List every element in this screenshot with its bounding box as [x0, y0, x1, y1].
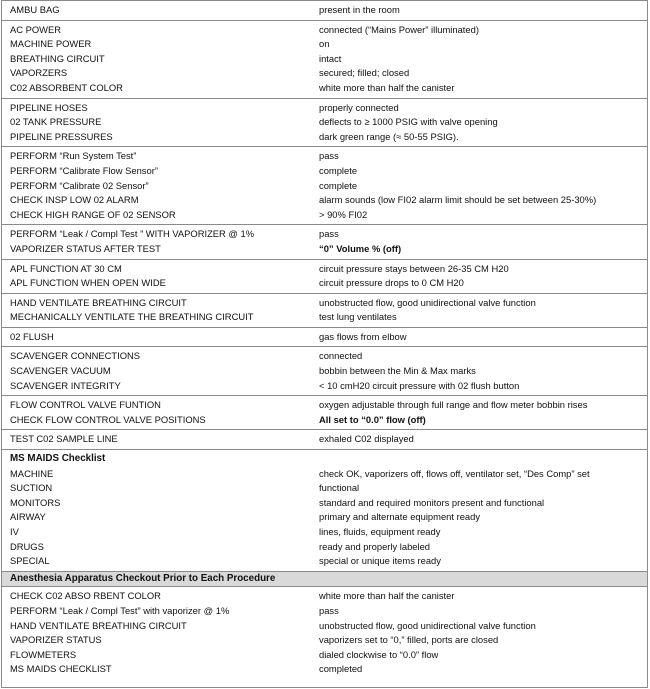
item-expected: white more than half the canister — [319, 81, 455, 93]
section-flow-control — [2, 396, 647, 430]
item-label: DRUGS — [10, 540, 44, 552]
item-expected: exhaled C02 displayed — [319, 433, 414, 445]
table-row — [2, 379, 647, 394]
item-label: APL FUNCTION AT 30 CM — [10, 262, 122, 274]
item-label: HAND VENTILATE BREATHING CIRCUIT — [10, 619, 187, 631]
table-row — [2, 193, 647, 208]
table-row — [2, 364, 647, 379]
item-label: SCAVENGER CONNECTIONS — [10, 350, 141, 362]
item-expected: dark green range (≈ 50-55 PSIG). — [319, 130, 459, 142]
item-label: CHECK C02 ABSO RBENT COLOR — [10, 590, 161, 602]
item-expected: vaporizers set to “0,” filled, ports are closed — [319, 634, 499, 646]
item-label: BREATHING CIRCUIT — [10, 52, 105, 64]
table-row — [2, 101, 647, 116]
section-scavenger — [2, 347, 647, 396]
item-label: CHECK INSP LOW 02 ALARM — [10, 194, 139, 206]
item-label: PERFORM “Calibrate Flow Sensor” — [10, 164, 158, 176]
table-row — [2, 619, 647, 634]
table-row — [2, 525, 647, 540]
item-expected: intact — [319, 52, 342, 64]
table-row — [2, 3, 647, 18]
table-row — [2, 604, 647, 619]
section-heading: Anesthesia Apparatus Checkout Prior to Each Procedure — [2, 572, 647, 588]
item-label: IV — [10, 526, 19, 537]
item-label: SCAVENGER VACUUM — [10, 365, 111, 377]
item-label: MECHANICALLY VENTILATE THE BREATHING CIRCUIT — [10, 311, 254, 323]
table-row — [2, 510, 647, 525]
item-expected: standard and required monitors present and functional — [319, 496, 545, 508]
item-label: PERFORM “Leak / Compl Test” with vaporizer @ 1% — [10, 604, 230, 616]
table-row — [2, 467, 647, 482]
item-label: 02 TANK PRESSURE — [10, 116, 102, 128]
item-label: HAND VENTILATE BREATHING CIRCUIT — [10, 296, 187, 308]
item-expected: > 90% FI02 — [319, 208, 368, 220]
item-label: TEST C02 SAMPLE LINE — [10, 433, 118, 445]
table-row — [2, 589, 647, 604]
section-leak-test — [2, 225, 647, 259]
table-row — [2, 648, 647, 663]
item-expected: circuit pressure drops to 0 CM H20 — [319, 277, 464, 289]
item-label: SPECIAL — [10, 555, 50, 567]
section-ventilate — [2, 294, 647, 328]
item-label: VAPORIZER STATUS — [10, 634, 102, 646]
item-expected: pass — [319, 150, 339, 162]
item-label: CHECK HIGH RANGE OF 02 SENSOR — [10, 208, 176, 220]
item-label: CHECK FLOW CONTROL VALVE POSITIONS — [10, 413, 206, 425]
item-expected: white more than half the canister — [319, 590, 455, 602]
table-row — [2, 164, 647, 179]
table-row — [2, 66, 647, 81]
table-row — [2, 276, 647, 291]
item-expected: pass — [319, 228, 339, 240]
item-label: AIRWAY — [10, 511, 46, 523]
item-expected: functional — [319, 482, 360, 494]
section-power — [2, 21, 647, 99]
item-expected: check OK, vaporizers off, flows off, ventilator set, “Des Comp” set — [319, 467, 590, 479]
item-expected: connected (“Mains Power” illuminated) — [319, 23, 479, 35]
item-label: AMBU BAG — [10, 4, 60, 15]
table-row — [2, 130, 647, 145]
table-row — [2, 481, 647, 496]
item-label: PERFORM “Leak / Compl Test ” WITH VAPORIZER @ 1% — [10, 228, 255, 240]
item-expected: complete — [319, 164, 358, 176]
item-expected: ready and properly labeled — [319, 540, 431, 552]
item-expected: test lung ventilates — [319, 311, 397, 323]
table-row — [2, 662, 647, 677]
item-expected: complete — [319, 179, 358, 191]
table-row — [2, 310, 647, 325]
section-o2-flush — [2, 328, 647, 348]
item-expected: circuit pressure stays between 26-35 CM H20 — [319, 262, 509, 274]
table-row — [2, 398, 647, 413]
table-row — [2, 633, 647, 648]
table-row — [2, 52, 647, 67]
section-heading: MS MAIDS Checklist — [10, 453, 106, 465]
item-expected: < 10 cmH20 circuit pressure with 02 flush button — [319, 379, 520, 391]
table-row — [2, 540, 647, 555]
item-expected: secured; filled; closed — [319, 67, 410, 79]
item-expected: on — [319, 38, 330, 50]
table-row — [2, 227, 647, 242]
item-label: SCAVENGER INTEGRITY — [10, 379, 121, 391]
table-row — [2, 208, 647, 223]
item-expected: bobbin between the Min & Max marks — [319, 365, 476, 377]
item-expected: completed — [319, 663, 363, 675]
item-label: APL FUNCTION WHEN OPEN WIDE — [10, 277, 166, 289]
item-expected: connected — [319, 350, 363, 362]
item-expected: present in the room — [319, 4, 400, 15]
item-expected: pass — [319, 604, 339, 616]
item-expected: properly connected — [319, 101, 399, 113]
table-row — [2, 554, 647, 569]
item-expected: primary and alternate equipment ready — [319, 511, 481, 523]
item-expected: lines, fluids, equipment ready — [319, 526, 441, 537]
table-row — [2, 262, 647, 277]
item-label: FLOW CONTROL VALVE FUNTION — [10, 399, 161, 411]
item-expected: alarm sounds (low FI02 alarm limit should be set between 25-30%) — [319, 194, 597, 206]
table-row — [2, 23, 647, 38]
section-apl — [2, 260, 647, 294]
table-row — [2, 296, 647, 311]
item-label: PIPELINE HOSES — [10, 101, 88, 113]
table-row — [2, 149, 647, 164]
item-label: AC POWER — [10, 23, 62, 35]
item-label: MS MAIDS CHECKLIST — [10, 663, 112, 675]
table-row — [2, 330, 647, 345]
item-expected: “0” Volume % (off) — [319, 242, 402, 254]
section-system-tests — [2, 147, 647, 225]
item-expected: unobstructed flow, good unidirectional valve function — [319, 296, 536, 308]
item-expected: dialed clockwise to “0.0” flow — [319, 648, 439, 660]
table-row — [2, 81, 647, 96]
item-expected: special or unique items ready — [319, 555, 441, 567]
item-expected: All set to “0.0” flow (off) — [319, 413, 426, 425]
checklist-table — [1, 0, 648, 688]
item-label: MONITORS — [10, 496, 61, 508]
item-expected: deflects to ≥ 1000 PSIG with valve opening — [319, 116, 498, 128]
item-label: PERFORM “Run System Test” — [10, 150, 137, 162]
item-label: PERFORM “Calibrate 02 Sensor” — [10, 179, 149, 191]
table-row — [2, 496, 647, 511]
item-label: VAPORZERS — [10, 67, 68, 79]
item-label: SUCTION — [10, 482, 53, 494]
table-row — [2, 179, 647, 194]
table-row — [2, 432, 647, 447]
section-apparatus-checkout — [2, 572, 647, 679]
item-label: MACHINE — [10, 467, 54, 479]
item-label: MACHINE POWER — [10, 38, 92, 50]
section-ambu — [2, 1, 647, 21]
item-label: C02 ABSORBENT COLOR — [10, 81, 123, 93]
table-row — [2, 37, 647, 52]
item-label: PIPELINE PRESSURES — [10, 130, 113, 142]
item-expected: unobstructed flow, good unidirectional valve function — [319, 619, 536, 631]
section-co2-sample — [2, 430, 647, 450]
item-expected: gas flows from elbow — [319, 330, 407, 342]
item-label: FLOWMETERS — [10, 648, 77, 660]
item-label: VAPORIZER STATUS AFTER TEST — [10, 242, 161, 254]
item-label: 02 FLUSH — [10, 330, 54, 342]
item-expected: oxygen adjustable through full range and flow meter bobbin rises — [319, 399, 588, 411]
table-row — [2, 242, 647, 257]
section-pipeline — [2, 99, 647, 148]
table-row — [2, 115, 647, 130]
section-ms-maids — [2, 450, 647, 572]
table-row — [2, 413, 647, 428]
table-row — [2, 349, 647, 364]
